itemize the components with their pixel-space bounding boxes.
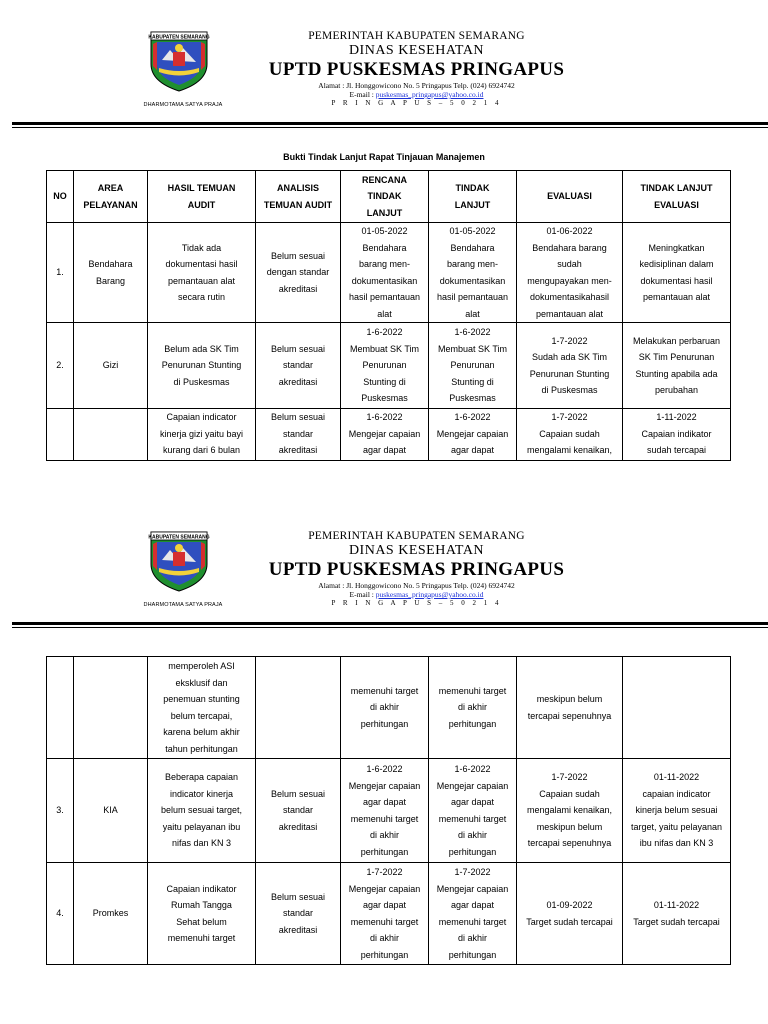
kabupaten-semarang-logo [148,530,210,592]
letterhead-rule-thin [12,127,768,128]
cell-no [47,863,74,965]
cell-line: belum tercapai, [170,710,233,721]
cell-no [47,759,74,863]
institution-line: UPTD PUSKESMAS PRINGAPUS [268,59,565,80]
cell-line: hasil pemantauan [436,292,509,302]
cell-line: Sudah ada SK Tim [531,352,608,362]
email-link[interactable]: puskesmas_pringapus@yahoo.co.id [375,90,484,99]
cell-line: pemantauan alat [642,292,711,302]
cell-line: 1-7-2022 [454,867,491,877]
cell-line: Belum sesuai [270,788,326,799]
cell-line: Penurunan [362,360,407,371]
table-row [47,223,731,323]
government-line: PEMERINTAH KABUPATEN SEMARANG [308,530,525,542]
cell-line: Belum sesuai [270,412,326,422]
cell-analisis [256,863,341,965]
results-table-page-2 [46,656,731,965]
cell-hasil [148,863,256,965]
cell-line: dokumentasi hasil [640,275,713,286]
cell-line: memenuhi target [438,813,507,824]
cell-line: perhitungan [448,949,497,960]
cell-line: Stunting apabila ada [635,368,718,379]
cell-evaluasi [517,863,623,965]
cell-line: Penurunan Stunting [529,368,610,379]
cell-line: Stunting di [451,376,494,387]
cell-text: 4. [56,908,64,919]
cell-line: KIA [103,805,118,816]
cell-line: Belum ada SK Tim [164,343,239,354]
cell-line: agar dapat [450,797,495,807]
cell-line: 1-6-2022 [454,412,491,422]
cell-line: mengupayakan men- [527,275,612,286]
cell-line: di akhir [457,830,487,840]
cell-line: perhitungan [448,846,497,857]
cell-line: Bendahara [450,242,495,253]
cell-line: Membuat SK Tim [437,343,508,354]
letterhead-repeat [0,530,768,622]
cell-tindak [429,759,517,863]
cell-rencana [341,223,429,323]
cell-line: Capaian indikator [641,428,712,439]
header-line: EVALUASI [654,199,699,210]
cell-line: Mengejar capaian [348,883,421,894]
cell-line: target, yaitu pelayanan [630,821,723,832]
header-area [74,171,148,223]
cell-line: akreditasi [278,376,318,387]
cell-line: dengan standar [266,267,330,278]
cell-line: belum sesuai target, [160,805,243,816]
cell-tl-evaluasi [623,759,731,863]
cell-line: di akhir [369,702,399,713]
cell-line: 1-7-2022 [551,772,588,783]
cell-line: alat [465,308,480,319]
kabupaten-semarang-logo [148,30,210,92]
cell-analisis [256,409,341,461]
cell-line: Bendahara [362,242,407,253]
cell-line: alat [377,308,392,319]
header-line: PELAYANAN [83,199,138,210]
postal-line: P R I N G A P U S – 5 0 2 1 4 [331,599,502,607]
header-rencana [341,171,429,223]
cell-line: Target sudah tercapai [526,916,613,927]
table-row [47,759,731,863]
cell-line: agar dapat [362,445,407,455]
cell-line: di akhir [369,933,399,943]
cell-line: akreditasi [278,924,318,935]
cell-line: 1-6-2022 [454,764,491,774]
cell-line: indicator kinerja [169,788,234,799]
cell-line: dokumentasikan [439,275,506,286]
table-row [47,409,731,461]
cell-line: 01-11-2022 [653,900,700,910]
header-line: LANJUT [454,199,491,210]
cell-line: standar [282,805,314,816]
cell-line: 01-11-2022 [653,772,700,783]
cell-line: perhitungan [360,949,409,960]
cell-line: agar dapat [450,445,495,455]
cell-line: dokumentasikan [351,275,418,286]
address-line: Alamat : Jl. Honggowicono No. 5 Pringapus Telp. (024) 6924742 [318,81,515,90]
page-2 [0,530,768,960]
cell-line: 01-05-2022 [449,226,496,236]
cell-area [74,863,148,965]
cell-line: Mengejar capaian [348,428,421,439]
cell-line: perubahan [654,385,699,395]
address-line: Alamat : Jl. Honggowicono No. 5 Pringapus Telp. (024) 6924742 [318,581,515,590]
logo-motto: DHARMOTAMA SATYA PRAJA [143,102,223,108]
cell-hasil [148,409,256,461]
cell-line: Barang [95,275,126,286]
cell-hasil [148,223,256,323]
cell-line: 1-6-2022 [366,764,403,774]
cell-line: di Puskesmas [541,385,598,395]
cell-line: mengalami kenaikan, [526,445,613,455]
cell-line: Mengejar capaian [436,883,509,894]
header-line: TINDAK [455,183,490,193]
cell-rencana [341,409,429,461]
header-line: HASIL TEMUAN [167,183,236,193]
header-evaluasi: EVALUASI [517,171,623,223]
cell-line: perhitungan [360,718,409,729]
cell-line: Promkes [92,908,129,919]
cell-evaluasi [517,223,623,323]
cell-line: Capaian indicator [166,412,237,422]
cell-text: 2. [56,360,64,371]
cell-line: Sehat belum [176,916,227,927]
page-1 [0,30,768,455]
cell-area [74,223,148,323]
cell-line: penemuan stunting [163,694,240,704]
cell-rencana [341,759,429,863]
cell-line: agar dapat [362,900,407,910]
cell-line: agar dapat [450,900,495,910]
cell-no [47,323,74,409]
cell-line: Belum sesuai [270,343,326,354]
cell-line: pemantauan alat [167,275,236,286]
cell-tindak [429,863,517,965]
header-no: NO [47,171,74,223]
cell-line: Penurunan [450,360,495,371]
cell-line: perhitungan [360,846,409,857]
cell-line: di akhir [457,933,487,943]
email-line [240,90,593,99]
header-analisis [256,171,341,223]
cell-line: 1-7-2022 [551,412,588,422]
cell-area [74,657,148,759]
cell-line: memenuhi target [438,916,507,927]
cell-line: kinerja belum sesuai [635,805,718,816]
cell-analisis [256,223,341,323]
cell-line: dokumentasikahasil [529,292,610,302]
cell-line: Capaian sudah [539,788,600,799]
department-line: DINAS KESEHATAN [348,543,485,558]
cell-line: Membuat SK Tim [349,343,420,354]
header-hasil [148,171,256,223]
cell-line: mengalami kenaikan, [526,805,613,816]
cell-rencana [341,657,429,759]
letterhead-text [240,30,593,108]
cell-line: hasil pemantauan [348,292,421,302]
table-row [47,323,731,409]
cell-evaluasi [517,759,623,863]
cell-hasil [148,323,256,409]
table-header-row [47,171,731,223]
cell-tl-evaluasi [623,323,731,409]
cell-tl-evaluasi [623,409,731,461]
cell-line: sudah [557,259,582,269]
email-line [240,590,593,599]
cell-line: memenuhi target [167,933,236,943]
letterhead-rule-thin [12,627,768,628]
letterhead-rule [12,122,768,125]
cell-analisis [256,657,341,759]
cell-line: memenuhi target [350,685,419,696]
cell-line: 01-06-2022 [546,226,593,236]
table-row [47,863,731,965]
header-line: LANJUT [366,207,403,218]
cell-line: Target sudah tercapai [633,916,720,927]
header-line: ANALISIS [276,183,319,193]
email-link[interactable]: puskesmas_pringapus@yahoo.co.id [375,590,484,599]
cell-line: kurang dari 6 bulan [162,445,241,455]
cell-hasil [148,657,256,759]
cell-line: tercapai sepenuhnya [527,838,612,849]
header-line: TINDAK LANJUT [640,183,713,193]
cell-line: standar [282,908,314,919]
cell-text: 3. [56,805,64,816]
cell-area [74,759,148,863]
cell-line: memenuhi target [350,813,419,824]
cell-line: Mengejar capaian [436,780,509,791]
header-line: TINDAK [367,191,402,202]
cell-line: akreditasi [278,821,318,832]
cell-evaluasi [517,409,623,461]
cell-line: Stunting di [363,376,406,387]
cell-line: Melakukan perbaruan [632,335,721,346]
cell-analisis [256,323,341,409]
cell-line: memperoleh ASI [168,661,235,671]
cell-line: dokumentasi hasil [165,259,238,269]
cell-line: barang men- [446,259,499,269]
cell-no [47,409,74,461]
cell-line: Capaian indikator [166,883,237,894]
document-title: Bukti Tindak Lanjut Rapat Tinjauan Manajemen [283,152,485,162]
cell-line: Mengejar capaian [436,428,509,439]
cell-line: di akhir [457,702,487,713]
cell-line: secara rutin [177,292,226,302]
cell-line: Meningkatkan [648,242,705,253]
cell-line: Bendahara [88,259,133,269]
cell-line: sudah tercapai [646,445,707,455]
cell-line: 01-05-2022 [361,226,408,236]
cell-line: memenuhi target [350,916,419,927]
cell-line: barang men- [358,259,411,269]
institution-line: UPTD PUSKESMAS PRINGAPUS [268,559,565,580]
cell-line: Belum sesuai [270,250,326,261]
cell-line: Mengejar capaian [348,780,421,791]
header-line: RENCANA [362,174,407,185]
cell-tindak [429,223,517,323]
header-tindak [429,171,517,223]
results-table-page-1 [46,170,731,461]
cell-rencana [341,323,429,409]
cell-line: Beberapa capaian [164,772,239,783]
cell-line: 1-6-2022 [366,412,403,422]
cell-tl-evaluasi [623,657,731,759]
cell-line: Gizi [102,360,119,371]
cell-evaluasi [517,323,623,409]
cell-line: Capaian sudah [539,428,600,439]
cell-line: akreditasi [278,445,318,455]
cell-line: 1-6-2022 [366,327,403,338]
cell-line: akreditasi [278,283,318,294]
email-label: E-mail : [349,590,376,599]
cell-line: standar [282,360,314,371]
cell-tindak [429,409,517,461]
cell-line: karena belum akhir [163,727,240,737]
cell-line: 1-7-2022 [551,335,588,346]
logo-banner-text: KABUPATEN SEMARANG [148,34,210,41]
cell-line: di Puskesmas [173,376,230,387]
cell-line: agar dapat [362,797,407,807]
table-row [47,657,731,759]
cell-rencana [341,863,429,965]
cell-line: eksklusif dan [175,677,228,688]
cell-text: 1. [56,267,64,278]
cell-line: memenuhi target [438,685,507,696]
cell-line: meskipun belum [536,821,603,832]
cell-line: Rumah Tangga [171,900,232,910]
cell-tl-evaluasi [623,863,731,965]
cell-line: Puskesmas [361,393,408,404]
cell-line: Penurunan Stunting [161,360,242,371]
government-line: PEMERINTAH KABUPATEN SEMARANG [308,30,525,42]
cell-line: nifas dan KN 3 [171,838,232,849]
cell-line: pemantauan alat [535,308,604,319]
cell-evaluasi [517,657,623,759]
cell-line: tahun perhitungan [165,743,238,754]
cell-line: Puskesmas [449,393,496,404]
cell-tindak [429,323,517,409]
logo-motto: DHARMOTAMA SATYA PRAJA [143,602,223,608]
letterhead-rule [12,622,768,625]
cell-line: Belum sesuai [270,891,326,902]
cell-line: yaitu pelayanan ibu [162,821,241,832]
cell-line: capaian indicator [642,788,711,799]
email-label: E-mail : [349,90,376,99]
cell-line: 01-09-2022 [546,900,593,910]
cell-line: perhitungan [448,718,497,729]
cell-line: 1-11-2022 [656,412,697,422]
letterhead [0,30,768,122]
cell-line: meskipun belum [536,694,603,704]
cell-no [47,657,74,759]
cell-line: SK Tim Penurunan [638,352,715,362]
cell-line: 1-7-2022 [366,867,403,877]
cell-no [47,223,74,323]
letterhead-text [240,530,593,608]
cell-line: 1-6-2022 [454,327,491,338]
table-body-page-2 [47,657,731,965]
cell-hasil [148,759,256,863]
cell-line: Bendahara barang [532,242,607,253]
cell-line: di akhir [369,830,399,840]
cell-line: tercapai sepenuhnya [527,710,612,721]
cell-line: standar [282,428,314,439]
header-line: AUDIT [187,199,216,210]
cell-line: Tidak ada [181,242,222,253]
department-line: DINAS KESEHATAN [348,43,485,58]
table-body-page-1 [47,223,731,461]
cell-line: ibu nifas dan KN 3 [639,838,714,849]
header-line: AREA [97,183,124,193]
postal-line: P R I N G A P U S – 5 0 2 1 4 [331,99,502,107]
cell-tl-evaluasi [623,223,731,323]
cell-area [74,323,148,409]
cell-line: kinerja gizi yaitu bayi [159,428,244,439]
cell-analisis [256,759,341,863]
cell-tindak [429,657,517,759]
header-tl-evaluasi [623,171,731,223]
header-line: TEMUAN AUDIT [263,199,333,210]
logo-banner-text: KABUPATEN SEMARANG [148,534,210,541]
cell-area [74,409,148,461]
cell-line: kedisiplinan dalam [639,259,714,269]
